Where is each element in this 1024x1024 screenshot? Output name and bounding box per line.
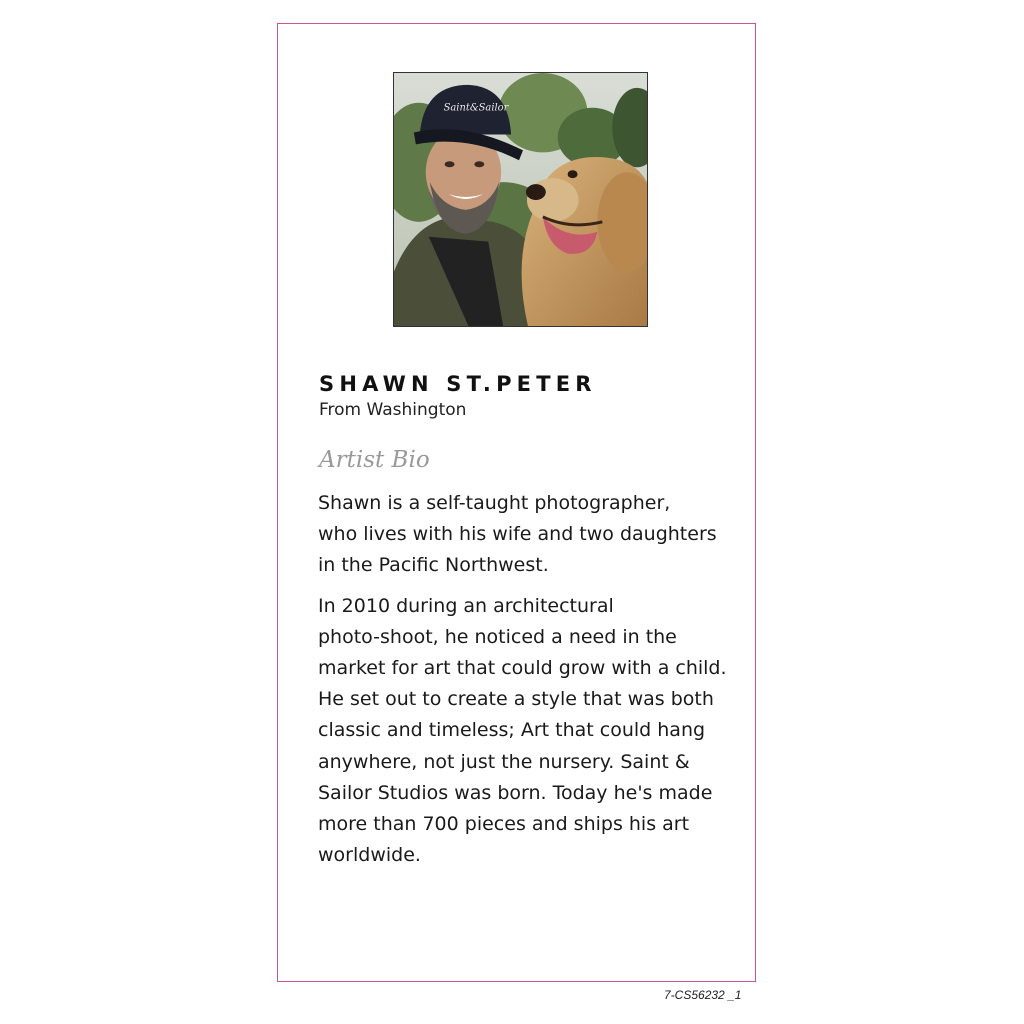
bio-paragraph-2: [318, 591, 738, 872]
bio-line: He set out to create a style that was both: [318, 688, 714, 711]
portrait-image: [394, 73, 647, 326]
bio-line: more than 700 pieces and ships his art: [318, 813, 690, 836]
artist-card: [277, 23, 756, 982]
bio-line: In 2010 during an architectural: [318, 594, 614, 617]
bio-line: who lives with his wife and two daughters: [318, 523, 717, 546]
bio-heading: Artist Bio: [319, 447, 430, 473]
bio-paragraph-1: [318, 488, 738, 582]
bio-line: worldwide.: [318, 844, 421, 867]
product-code: 7-CS56232 _1: [664, 988, 742, 1002]
bio-line: in the Pacific Northwest.: [318, 554, 549, 577]
artist-name: SHAWN ST.PETER: [319, 372, 597, 396]
bio-line: photo-shoot, he noticed a need in the: [318, 625, 677, 648]
artist-photo: [393, 72, 648, 327]
bio-line: classic and timeless; Art that could hang: [318, 719, 706, 742]
bio-line: anywhere, not just the nursery. Saint &: [318, 750, 690, 773]
bio-line: Sailor Studios was born. Today he's made: [318, 781, 713, 804]
bio-line: market for art that could grow with a child.: [318, 657, 727, 680]
cap-logo-text: Saint&Sailor: [443, 102, 509, 114]
artist-origin: From Washington: [319, 400, 467, 420]
bio-line: Shawn is a self-taught photographer,: [318, 492, 671, 514]
bio-text: [318, 488, 738, 880]
